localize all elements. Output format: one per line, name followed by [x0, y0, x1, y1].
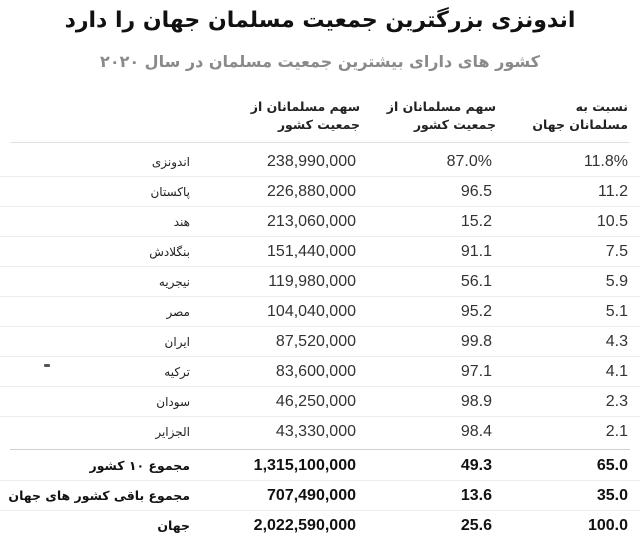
muslim-population: 151,440,000 — [267, 243, 356, 260]
share-of-country: 96.5 — [460, 183, 492, 200]
total-row-top-10 — [0, 451, 640, 481]
muslim-population: 104,040,000 — [267, 303, 356, 320]
share-of-world: 5.9 — [605, 273, 628, 290]
total-share-of-world: 65.0 — [596, 457, 628, 474]
country-name: اندونزی — [151, 155, 190, 169]
share-of-world: 2.3 — [605, 393, 628, 410]
country-name: سودان — [156, 395, 190, 409]
total-population: 2,022,590,000 — [253, 517, 356, 534]
country-name: ترکیه — [164, 365, 190, 379]
header-divider — [10, 142, 630, 143]
muslim-population: 226,880,000 — [267, 183, 356, 200]
country-name: نیجریه — [158, 275, 190, 289]
total-share-of-country: 13.6 — [460, 487, 492, 504]
header-muslim-population: سهم مسلمانان از جمعیت کشور — [250, 99, 360, 132]
country-name: پاکستان — [150, 185, 190, 199]
table-row — [0, 417, 640, 447]
stray-mark — [44, 364, 50, 367]
share-of-world: 2.1 — [605, 423, 628, 440]
table-row — [0, 267, 640, 297]
totals-divider — [10, 449, 630, 450]
country-name: هند — [173, 215, 190, 229]
country-name: ایران — [164, 335, 190, 349]
share-of-world: 4.3 — [605, 333, 628, 350]
muslim-population: 87,520,000 — [275, 333, 356, 350]
chart-subtitle: کشور های دارای بیشترین جمعیت مسلمان در سال ۲۰۲۰ — [100, 52, 540, 71]
share-of-country: 56.1 — [460, 273, 492, 290]
muslim-population: 213,060,000 — [267, 213, 356, 230]
table-row — [0, 327, 640, 357]
share-of-country: 98.9 — [460, 393, 492, 410]
country-name: مصر — [166, 305, 190, 319]
table-row — [0, 177, 640, 207]
share-of-country: 87.0% — [446, 153, 492, 170]
share-of-country: 97.1 — [460, 363, 492, 380]
share-of-world: 4.1 — [605, 363, 628, 380]
total-label: جهان — [157, 518, 190, 533]
total-share-of-world: 100.0 — [587, 517, 628, 534]
total-label: مجموع ۱۰ کشور — [89, 458, 190, 473]
total-population: 1,315,100,000 — [253, 457, 356, 474]
country-name: الجزایر — [155, 425, 190, 439]
table-row — [0, 387, 640, 417]
total-label: مجموع باقی کشور های جهان — [8, 488, 190, 503]
share-of-country: 99.8 — [460, 333, 492, 350]
share-of-country: 15.2 — [460, 213, 492, 230]
share-of-country: 91.1 — [460, 243, 492, 260]
share-of-country: 98.4 — [460, 423, 492, 440]
total-row-rest-of-world — [0, 481, 640, 511]
header-share-of-world-muslims: نسبت به مسلمانان جهان — [532, 99, 628, 132]
share-of-world: 10.5 — [596, 213, 628, 230]
share-of-world: 11.8% — [583, 153, 628, 170]
total-row-world — [0, 511, 640, 541]
table-row — [0, 297, 640, 327]
total-share-of-country: 49.3 — [460, 457, 492, 474]
total-share-of-country: 25.6 — [460, 517, 492, 534]
share-of-world: 5.1 — [605, 303, 628, 320]
muslim-population: 83,600,000 — [275, 363, 356, 380]
total-share-of-world: 35.0 — [596, 487, 628, 504]
muslim-population: 46,250,000 — [275, 393, 356, 410]
table-row — [0, 237, 640, 267]
share-of-world: 7.5 — [605, 243, 628, 260]
share-of-world: 11.2 — [598, 183, 628, 200]
header-share-of-country: سهم مسلمانان از جمعیت کشور — [386, 99, 496, 132]
total-population: 707,490,000 — [267, 487, 356, 504]
chart-title: اندونزی بزرگترین جمعیت مسلمان جهان را دارد — [64, 8, 576, 33]
country-name: بنگلادش — [149, 245, 190, 259]
table-row — [0, 207, 640, 237]
share-of-country: 95.2 — [460, 303, 492, 320]
muslim-population: 238,990,000 — [267, 153, 356, 170]
muslim-population: 43,330,000 — [275, 423, 356, 440]
table-row — [0, 357, 640, 387]
muslim-population: 119,980,000 — [268, 273, 356, 290]
table-row — [0, 147, 640, 177]
